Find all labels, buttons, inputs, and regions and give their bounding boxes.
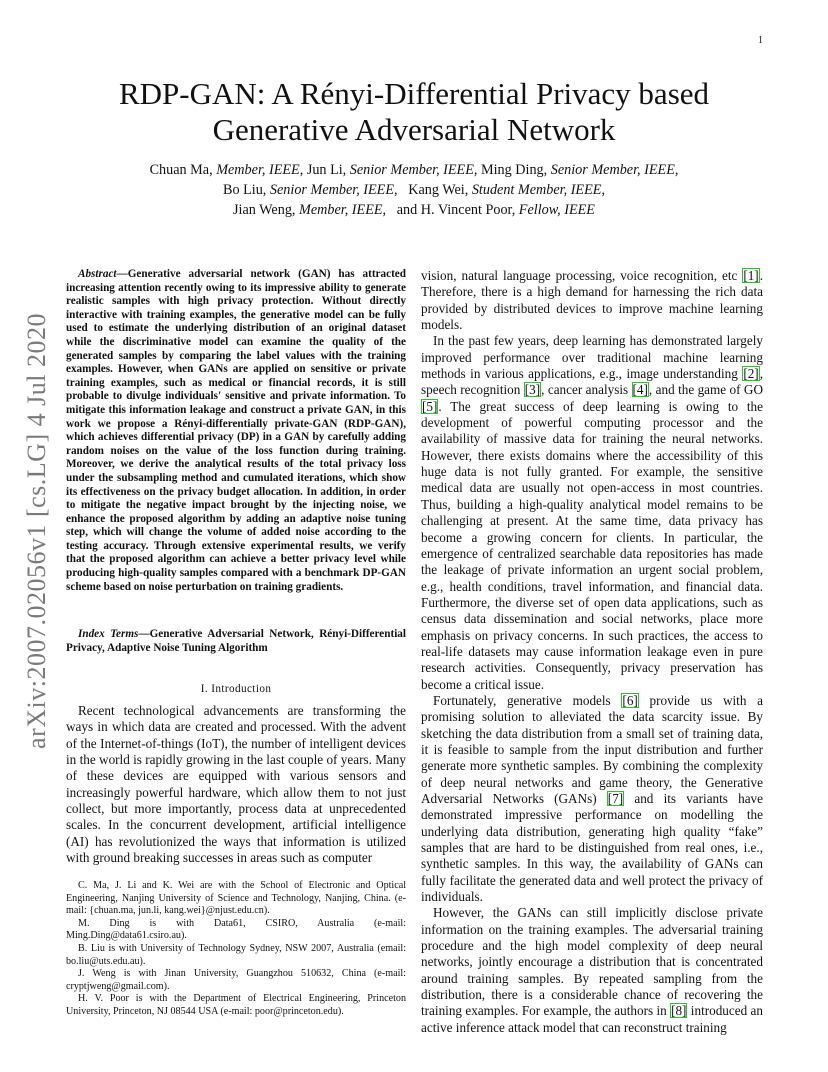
citation-link[interactable]: [3] — [524, 382, 541, 398]
affiliation-footnotes — [66, 880, 406, 1019]
intro-paragraph-1: Recent technological advancements are transforming the ways in which data are created and processed. With the advent of the Internet-of-things (IoT), the number of intelligent devices in the world is rapidly growing in the last couple of years. Many of these devices are equipped with various sensors and increasingly powerful hardware, which allow them to not just collect, but more importantly, process data at unprecedented scales. In the concurrent development, artificial intelligence (AI) has revolutionized the ways that information is utilized with ground breaking successes in areas such as computer — [66, 703, 406, 866]
arxiv-id-text: arXiv:2007.02056v1 [cs.LG] 4 Jul 2020 — [22, 313, 51, 749]
author-title: Senior Member, IEEE — [269, 182, 395, 198]
paper-title — [60, 76, 768, 148]
author-title: Student Member, IEEE — [471, 182, 602, 198]
author-line-3: Jian Weng, Member, IEEE, and H. Vincent Poor, Fellow, IEEE — [233, 202, 595, 218]
author-list — [60, 160, 768, 220]
footnote: J. Weng is with Jinan University, Guangzhou 510632, China (e-mail: cryptjweng@gmail.com). — [66, 968, 406, 992]
author-line-2: Bo Liu, Senior Member, IEEE, Kang Wei, Student Member, IEEE, — [223, 182, 605, 198]
title-line-1: RDP-GAN: A Rényi-Differential Privacy based — [118, 76, 710, 111]
index-terms-text: —Generative Adversarial Network, Rényi-Differential Privacy, Adaptive Noise Tuning Algorithm — [66, 628, 406, 654]
index-terms — [66, 628, 406, 655]
author-title: Senior Member, IEEE — [349, 162, 474, 178]
author-name: Jun Li, — [306, 162, 347, 178]
citation-link[interactable]: [6] — [622, 692, 638, 708]
author-name: Chuan Ma, — [149, 162, 213, 178]
citation-link[interactable]: [1] — [743, 268, 759, 283]
citation-link[interactable]: [7] — [607, 791, 624, 806]
footnote: H. V. Poor is with the Department of Electrical Engineering, Princeton University, Princeton, NJ 08544 USA (e-mail: poor@princeton.edu). — [66, 993, 406, 1017]
author-name: Ming Ding, — [480, 162, 548, 178]
arxiv-stamp — [17, 306, 57, 756]
author-title: Fellow, IEEE — [518, 202, 595, 218]
right-column — [421, 268, 763, 1036]
author-line-1: Chuan Ma, Member, IEEE, Jun Li, Senior Member, IEEE, Ming Ding, Senior Member, IEEE, — [149, 162, 679, 178]
citation-link[interactable]: [4] — [632, 382, 648, 398]
index-terms-label: Index Terms — [78, 628, 139, 640]
right-paragraph-4: However, the GANs can still implicitly disclose private information on the training examples. The adversarial training procedure and the high model complexity of deep neural networks, jointly encourage a distribution that is concentrated around training samples. By repeated sampling from the distribution, there is a considerable chance of recovering the training examples. For example, the authors in [8] introduced an active inference attack model that can reconstruct training — [421, 905, 763, 1035]
abstract — [66, 268, 406, 594]
author-title: Senior Member, IEEE — [550, 162, 675, 178]
abstract-text: —Generative adversarial network (GAN) has attracted increasing attention recently owing to its impressive ability to generate realistic samples with high privacy protection. Without directly interactive with training examples, the generative model can be fully used to estimate the underlying distribution of an original dataset while the discriminative model can examine the quality of the generated samples by comparing the label values with the training examples. However, when GANs are applied on sensitive or private training examples, such as medical or financial records, it is still probable to divulge individuals' sensitive and private information. To mitigate this information leakage and construct a private GAN, in this work we propose a Rényi-differentially private-GAN (RDP-GAN), which achieves differential privacy (DP) in a GAN by carefully adding random noises on the value of the loss function during training. Moreover, we derive the analytical results of the total privacy loss under the subsampling method and cumulated iterations, which show its effectiveness on the privacy budget allocation. In addition, in order to mitigate the negative impact brought by the injecting noise, we enhance the proposed algorithm by adding an adaptive noise tuning step, which will change the volume of added noise according to the testing accuracy. Through extensive experimental results, we verify that the proposed algorithm can achieve a better privacy level while producing high-quality samples compared with a benchmark DP-GAN scheme based on noise perturbation on training gradients. — [66, 268, 406, 593]
citation-link[interactable]: [8] — [671, 1003, 687, 1019]
footnote: B. Liu is with University of Technology Sydney, NSW 2007, Australia (email: bo.liu@uts.edu.au). — [66, 942, 406, 967]
author-title: Member, IEEE — [216, 162, 300, 178]
author-name: Bo Liu, — [223, 182, 267, 198]
right-paragraph-1: vision, natural language processing, voice recognition, etc [1]. Therefore, there is a high demand for harnessing the rich data provided by distributed devices to improve machine learning models. — [421, 268, 763, 333]
section-heading-introduction: I. Introduction — [200, 683, 272, 695]
footnote: M. Ding is with Data61, CSIRO, Australia (e-mail: Ming.Ding@data61.csiro.au). — [66, 917, 406, 942]
citation-link[interactable]: [5] — [422, 398, 438, 414]
author-name: Jian Weng, — [233, 202, 296, 218]
page-number: 1 — [758, 35, 763, 46]
right-paragraph-2: In the past few years, deep learning has demonstrated largely improved performance over traditional machine learning methods in various applications, e.g., image understanding [2], speech recognition [3], cancer analysis [4], and the game of GO [5]. The great success of deep learning is owing to the development of powerful computing processor and the availability of massive data for training the neural networks. However, there exists domains where the accessibility of this huge data is not fully granted. For example, the sensitive medical data are usually not open-access in most countries. Thus, building a high-quality analytical model remains to be challenging at present. At the same time, data privacy has become a growing concern for clients. In particular, the emergence of centralized searchable data repositories has made the leakage of private information an urgent social problem, e.g., health conditions, travel information, and financial data. Furthermore, the diverse set of open data applications, such as census data dissemination and social networks, place more emphasis on privacy concerns. In such practices, the access to real-life datasets may cause information leakage even in pure research activities. Consequently, privacy preservation has become a critical issue. — [421, 333, 763, 692]
author-title: Member, IEEE — [299, 202, 383, 218]
citation-link[interactable]: [2] — [743, 366, 759, 382]
right-paragraph-3: Fortunately, generative models [6] provide us with a promising solution to alleviated the data scarcity issue. By sketching the data distribution from a small set of training data, it is feasible to sample from the input distribution and further generate more synthetic samples. By combining the complexity of deep neural networks and game theory, the Generative Adversarial Networks (GANs) [7] and its variants have demonstrated impressive performance on modelling the underlying data distribution, generating high quality “fake” samples that are hard to be distinguished from real ones, i.e., synthetic samples. In this way, the availability of GANs can fully facilitate the generated data and well protect the privacy of individuals. — [421, 692, 764, 905]
footnote: C. Ma, J. Li and K. Wei are with the School of Electronic and Optical Engineering, Nanjing University of Science and Technology, Nanjing, China. (e-mail: {chuan.ma, jun.li, kang.wei}@njust.edu.cn). — [66, 880, 406, 917]
author-name: Kang Wei, — [408, 182, 469, 198]
author-name: and H. Vincent Poor, — [396, 202, 516, 218]
title-line-2: Generative Adversarial Network — [212, 112, 616, 147]
abstract-label: Abstract — [78, 268, 117, 280]
